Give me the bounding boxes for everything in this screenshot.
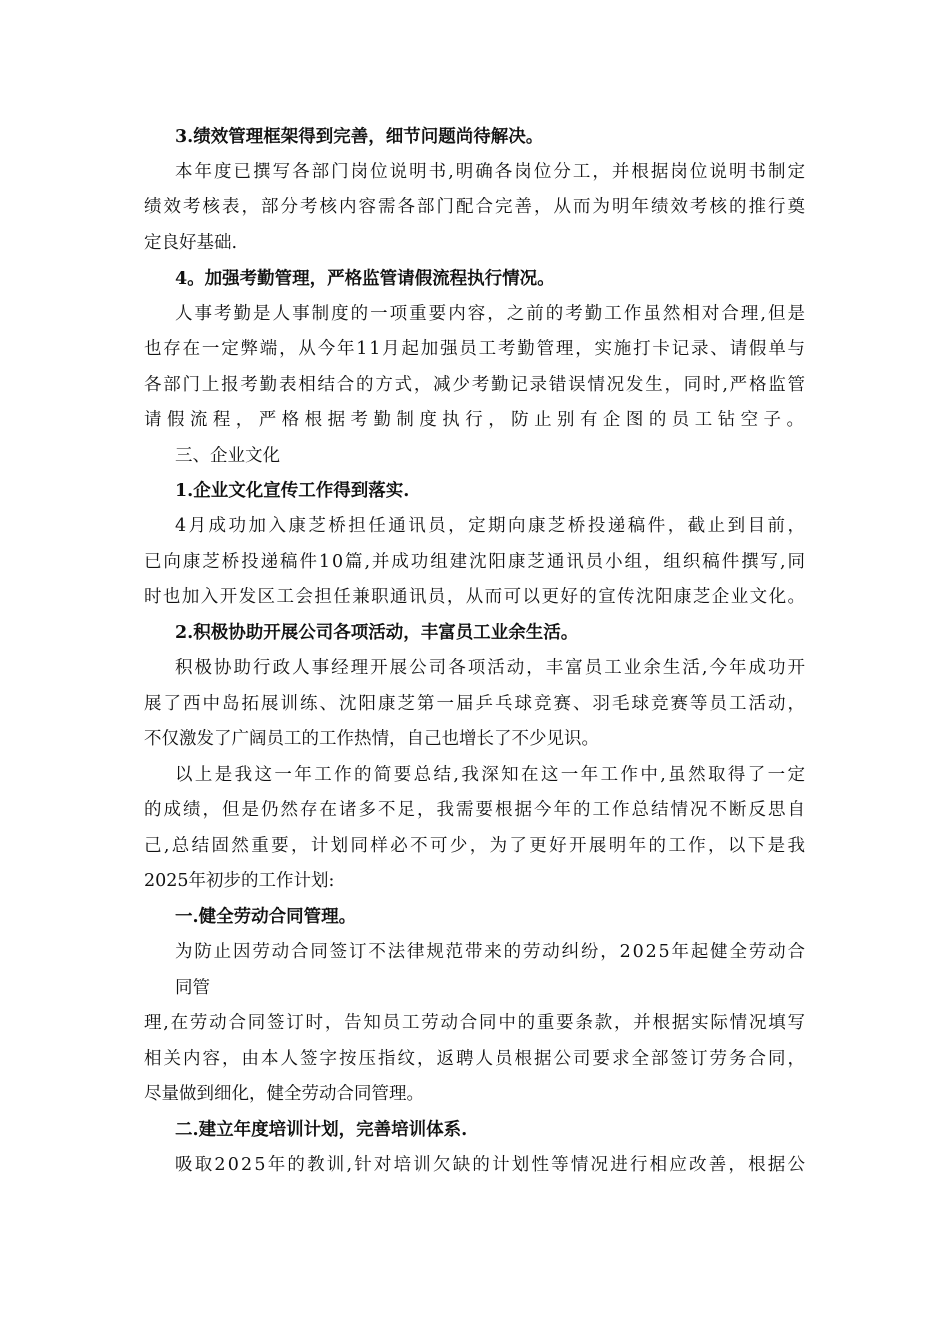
paragraph-line: 理,在劳动合同签订时，告知员工劳动合同中的重要条款，并根据实际情况填写 xyxy=(144,1013,807,1033)
paragraph-line: 的成绩，但是仍然存在诸多不足，我需要根据今年的工作总结情况不断反思自 xyxy=(144,800,807,820)
paragraph-line: 时也加入开发区工会担任兼职通讯员，从而可以更好的宣传沈阳康芝企业文化。 xyxy=(144,587,807,607)
paragraph-line: 相关内容，由本人签字按压指纹，返聘人员根据公司要求全部签订劳务合同， xyxy=(144,1049,807,1069)
paragraph-line: 也存在一定弊端，从今年11月起加强员工考勤管理，实施打卡记录、请假单与 xyxy=(144,339,807,359)
paragraph-line: 己,总结固然重要，计划同样必不可少，为了更好开展明年的工作，以下是我 xyxy=(144,836,808,856)
paragraph-line: 以上是我这一年工作的简要总结,我深知在这一年工作中,虽然取得了一定 xyxy=(175,765,808,785)
paragraph-line: 同管 xyxy=(175,978,210,998)
heading-training-plan: 二.建立年度培训计划，完善培训体系. xyxy=(175,1120,468,1140)
paragraph-line: 4月成功加入康芝桥担任通讯员，定期向康芝桥投递稿件，截止到目前， xyxy=(175,516,808,536)
heading-company-activities: 2.积极协助开展公司各项活动，丰富员工业余生活。 xyxy=(175,623,579,643)
heading-performance-management: 3.绩效管理框架得到完善，细节问题尚待解决。 xyxy=(175,127,544,147)
paragraph-line: 各部门上报考勤表相结合的方式，减少考勤记录错误情况发生，同时,严格监管 xyxy=(144,375,807,395)
paragraph-line: 请假流程，严格根据考勤制度执行，防止别有企图的员工钻空子。 xyxy=(144,410,810,430)
heading-labor-contract: 一.健全劳动合同管理。 xyxy=(175,907,357,927)
paragraph-line: 展了西中岛拓展训练、沈阳康芝第一届乒乓球竞赛、羽毛球竞赛等员工活动， xyxy=(144,694,807,714)
paragraph-line: 本年度已撰写各部门岗位说明书,明确各岗位分工，并根据岗位说明书制定 xyxy=(175,162,808,182)
paragraph-line: 已向康芝桥投递稿件10篇,并成功组建沈阳康芝通讯员小组，组织稿件撰写,同 xyxy=(144,552,807,572)
paragraph-line: 不仅激发了广阔员工的工作热情，自己也增长了不少见识。 xyxy=(144,729,599,749)
paragraph-line: 为防止因劳动合同签订不法律规范带来的劳动纠纷，2025年起健全劳动合 xyxy=(175,942,807,962)
paragraph-line: 人事考勤是人事制度的一项重要内容，之前的考勤工作虽然相对合理,但是 xyxy=(175,304,808,324)
paragraph-line: 定良好基础. xyxy=(144,233,238,253)
paragraph-line: 绩效考核表，部分考核内容需各部门配合完善，从而为明年绩效考核的推行奠 xyxy=(144,197,807,217)
section-heading-corporate-culture: 三、企业文化 xyxy=(175,446,280,466)
paragraph-line: 2025年初步的工作计划: xyxy=(144,871,335,891)
paragraph-line: 尽量做到细化，健全劳动合同管理。 xyxy=(144,1084,424,1104)
paragraph-line: 积极协助行政人事经理开展公司各项活动，丰富员工业余生活,今年成功开 xyxy=(175,658,808,678)
paragraph-line: 吸取2025年的教训,针对培训欠缺的计划性等情况进行相应改善，根据公 xyxy=(175,1155,808,1175)
heading-attendance-management: 4。加强考勤管理，严格监管请假流程执行情况。 xyxy=(175,269,555,289)
heading-culture-promotion: 1.企业文化宣传工作得到落实. xyxy=(175,481,410,501)
